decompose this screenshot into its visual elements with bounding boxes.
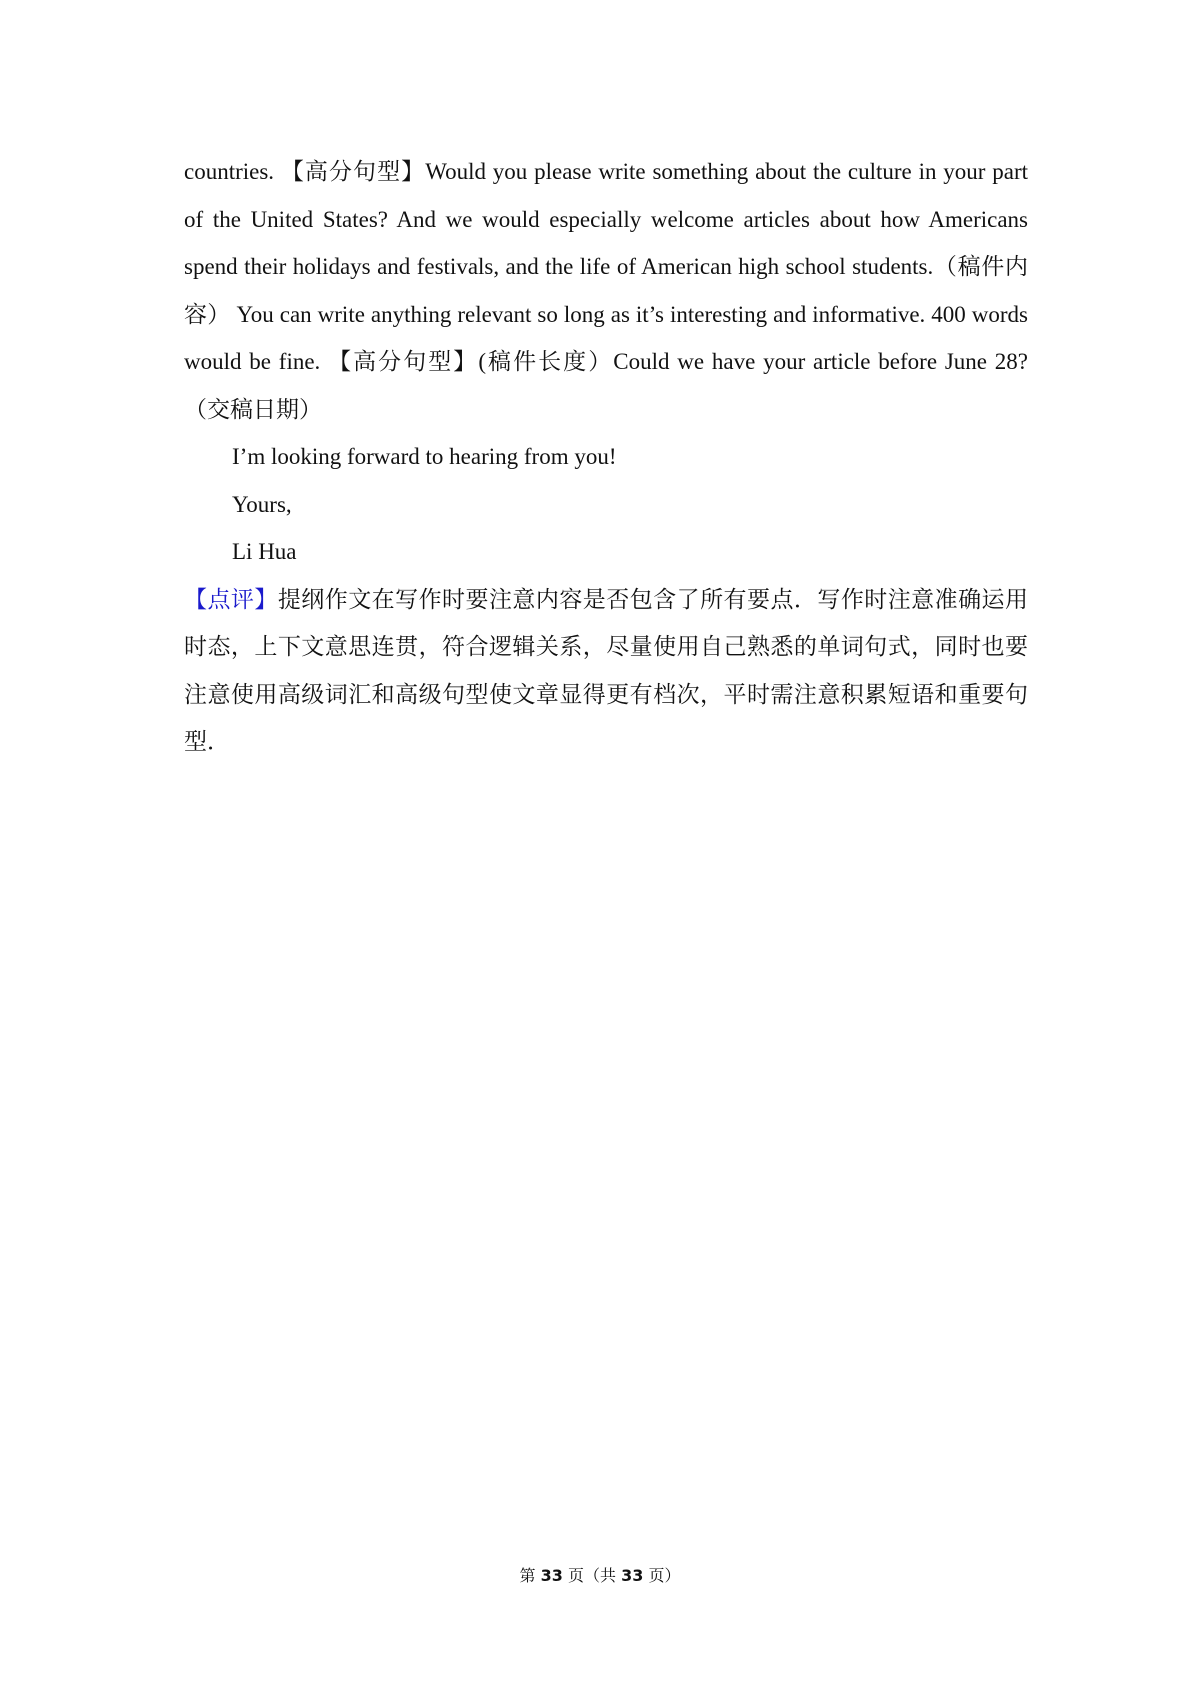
footer-page-current: 33 bbox=[540, 1566, 563, 1585]
comment-text: 提纲作文在写作时要注意内容是否包含了所有要点．写作时注意准确运用时态，上下文意思连贯，符合逻辑关系，尽量使用自己熟悉的单词句式，同时也要注意使用高级词汇和高级句型使文章显得更有档次，平时需注意积累短语和重要句型． bbox=[184, 586, 1029, 754]
footer-suffix: 页） bbox=[648, 1566, 681, 1585]
sign-off: Yours, bbox=[232, 491, 292, 517]
footer-middle: 页（共 bbox=[567, 1566, 616, 1585]
essay-paragraph: countries. 【高分句型】Would you please write something about the culture in your part of the United States? And we would especially welcome articles about how Americans spend their holidays and festivals, and the life of American high school students.（稿件内容） You can write anything relevant so long as it’s interesting and informative. 400 words would be fine. 【高分句型】(稿件长度）Could we have your article before June 28?（交稿日期） bbox=[184, 159, 1028, 422]
comment-tag: 【点评】 bbox=[184, 586, 278, 612]
footer-page-total: 33 bbox=[621, 1566, 644, 1585]
comment-paragraph bbox=[184, 576, 1028, 766]
signature: Li Hua bbox=[232, 539, 297, 564]
footer-prefix: 第 bbox=[519, 1566, 536, 1585]
page-footer bbox=[0, 1563, 1200, 1586]
page-content bbox=[184, 148, 1028, 766]
closing-line: I’m looking forward to hearing from you! bbox=[232, 444, 617, 469]
